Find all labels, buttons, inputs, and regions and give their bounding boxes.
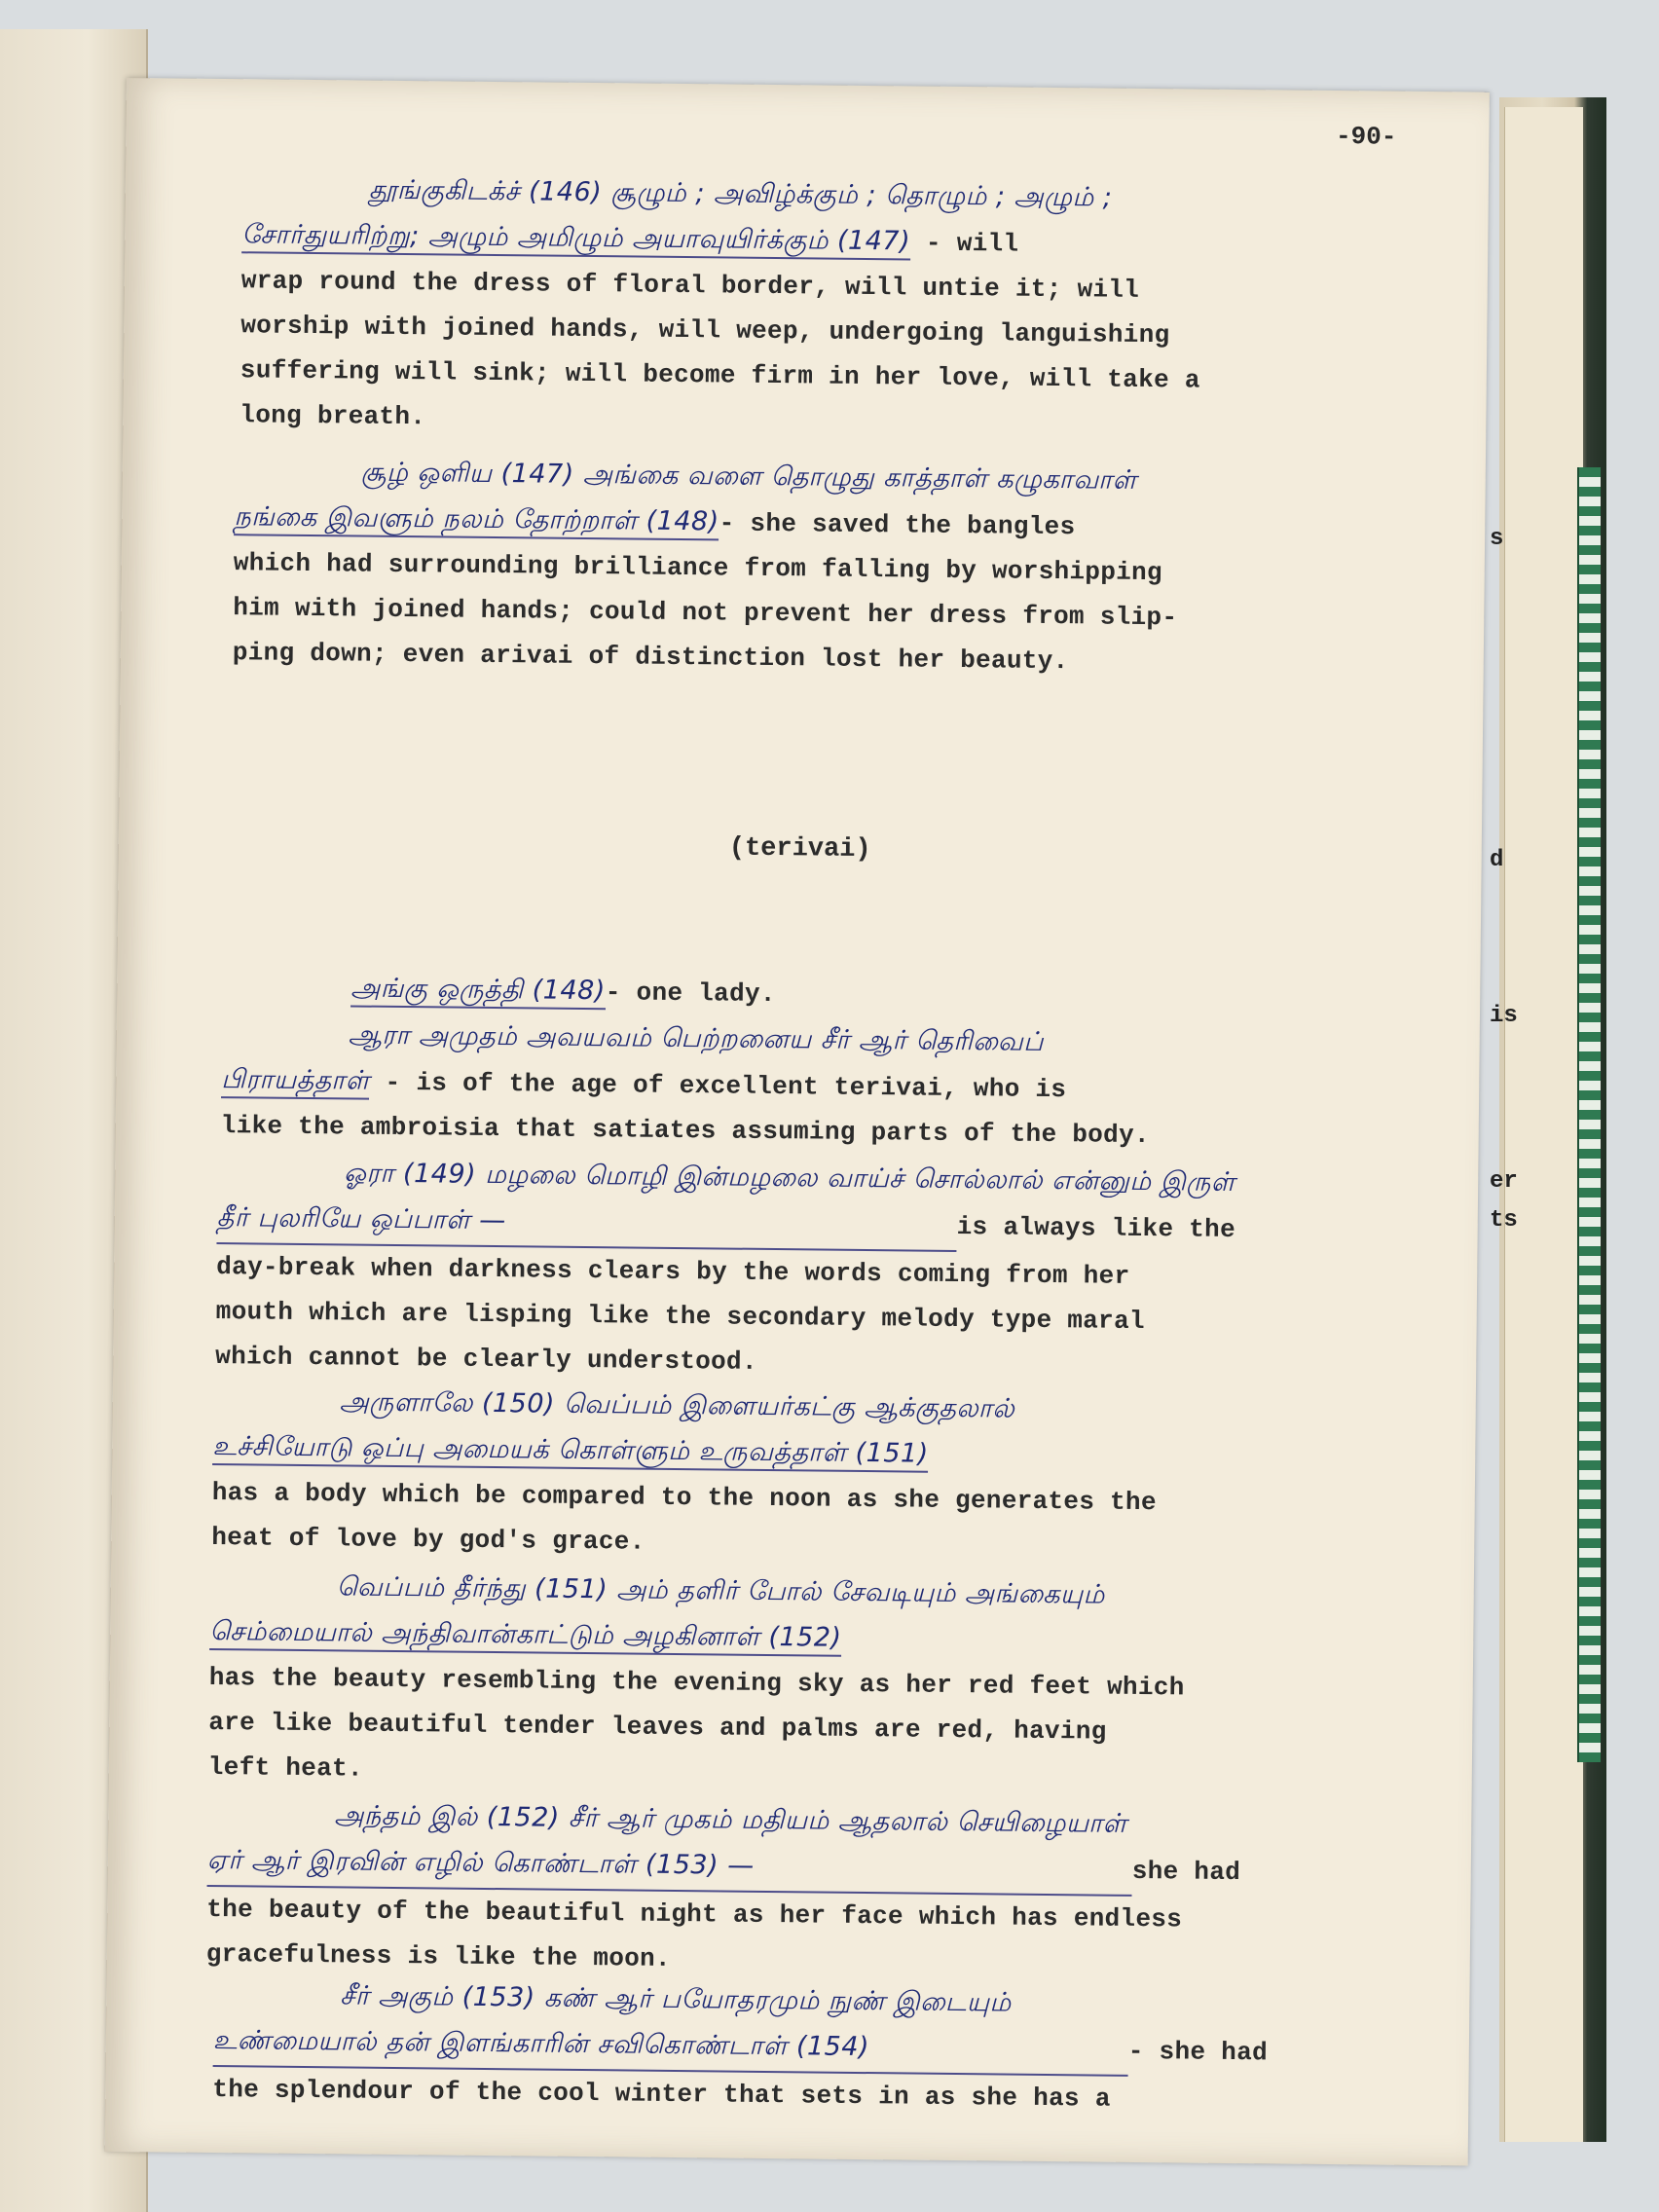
text-line: worship with joined hands, will weep, undergoing languishing (240, 311, 1170, 350)
text-line: the splendour of the cool winter that sets in as she has a (212, 2075, 1111, 2114)
document-page (105, 78, 1490, 2166)
tamil-text: நங்கை இவளும் நலம் தோற்றாள் (148) (234, 501, 719, 540)
text-line: has the beauty resembling the evening sky as her red feet which (208, 1662, 1185, 1703)
tamil-text: ஏர் ஆர் இரவின் எழில் கொண்டாள் (153) — (207, 1838, 1132, 1897)
english-text: - one lady. (605, 977, 776, 1010)
tamil-text: ஆரா அமுதம் அவயவம் பெற்றனைய சீர் ஆர் தெரிவைப் (348, 1019, 1044, 1057)
text-line: which had surrounding brilliance from falling by worshipping (233, 548, 1163, 588)
text-line: like the ambroisia that satiates assuming parts of the body. (220, 1111, 1150, 1151)
tamil-text: பிராயத்தாள் (221, 1064, 370, 1100)
text-line: has a body which be compared to the noon as she generates the (211, 1477, 1157, 1518)
english-text: is always like the (956, 1211, 1236, 1244)
text-line: heat of love by god's grace. (211, 1522, 645, 1557)
tamil-text: செம்மையால் அந்திவான்காட்டும் அழகினாள் (152) (209, 1616, 842, 1657)
english-text: - she saved the bangles (719, 508, 1076, 542)
english-text: - will (909, 228, 1019, 259)
edge-letter: ts (1490, 1207, 1518, 1234)
page-number: -90- (1335, 122, 1397, 152)
text-line: gracefulness is like the moon. (205, 1938, 672, 1973)
edge-letter: d (1490, 847, 1504, 873)
tamil-text: சோர்துயரிற்று; அழும் அமிழும் அயாவுயிர்க்கும் (147) (241, 219, 910, 260)
text-line: the beauty of the beautiful night as her face which has endless (206, 1894, 1183, 1935)
section-heading: (terivai) (728, 833, 871, 866)
paragraph-2 (233, 449, 1393, 686)
edge-letter: er (1490, 1168, 1518, 1195)
text-line: ping down; even arivai of distinction lost her beauty. (232, 638, 1069, 677)
paragraph-4 (220, 1012, 1386, 1161)
tamil-text: உண்மையால் தன் இளங்காரின் சவிகொண்டாள் (154) (213, 2018, 1128, 2077)
text-line: wrap round the dress of floral border, will untie it; will (240, 266, 1140, 305)
tamil-text: அங்கு ஒருத்தி (148) (350, 973, 606, 1010)
text-line: day-break when darkness clears by the words coming from her (216, 1252, 1130, 1291)
tamil-text: தீர் புலரியே ஒப்பாள் — (216, 1196, 956, 1252)
text-line: left heat. (207, 1751, 364, 1784)
text-line: suffering will sink; will become firm in her love, will take a (240, 355, 1200, 395)
paragraph-9 (212, 1972, 1377, 2124)
edge-letter: is (1490, 1003, 1518, 1029)
tamil-text: அந்தம் இல் (152) சீர் ஆர் முகம் மதியம் ஆதலால் செயிழையாள் (334, 1800, 1127, 1839)
tamil-text: சீர் அகும் (153) கண் ஆர் பயோதரமும் நுண் இடையும் (340, 1980, 1012, 2018)
text-line: mouth which are lisping like the secondary melody type maral (215, 1297, 1145, 1337)
paragraph-7 (208, 1564, 1382, 1802)
english-text: - she had (1127, 2036, 1269, 2068)
tamil-text: வெப்பம் தீர்ந்து (151) அம் தளிர் போல் சேவடியும் அங்கையும் (336, 1571, 1106, 1610)
text-line: are like beautiful tender leaves and palms are red, having (208, 1707, 1107, 1747)
book-board (1504, 107, 1583, 2142)
green-binding-strip (1577, 467, 1601, 1762)
tamil-text: தூங்குகிடக்ச் (146) சூழும் ; அவிழ்க்கும் ; தொழும் ; அழும் ; (368, 174, 1113, 213)
tamil-text: அருளாலே (150) வெப்பம் இளையர்கட்கு ஆக்குதலால் (339, 1386, 1015, 1424)
tamil-text: சூழ் ஒளிய (147) அங்கை வளை தொழுது காத்தாள் கழுகாவாள் (360, 457, 1137, 496)
paragraph-8 (206, 1792, 1380, 1989)
edge-letter: s (1490, 526, 1504, 552)
text-line: which cannot be clearly understood. (215, 1342, 757, 1377)
tamil-text: உச்சியோடு ஒப்பு அமையக் கொள்ளும் உருவத்தாள் (151) (212, 1431, 929, 1473)
text-line: long breath. (240, 400, 426, 432)
paragraph-1 (240, 166, 1396, 449)
text-line: him with joined hands; could not prevent her dress from slip- (233, 593, 1178, 633)
paragraph-6 (211, 1379, 1383, 1572)
tamil-text: ஓரா (149) மழலை மொழி இன்மழலை வாய்ச் சொல்லால் என்னும் இருள் (344, 1158, 1235, 1198)
english-text: she had (1131, 1856, 1241, 1888)
english-text: - is of the age of excellent terivai, who is (369, 1067, 1067, 1105)
paragraph-5 (215, 1150, 1385, 1391)
